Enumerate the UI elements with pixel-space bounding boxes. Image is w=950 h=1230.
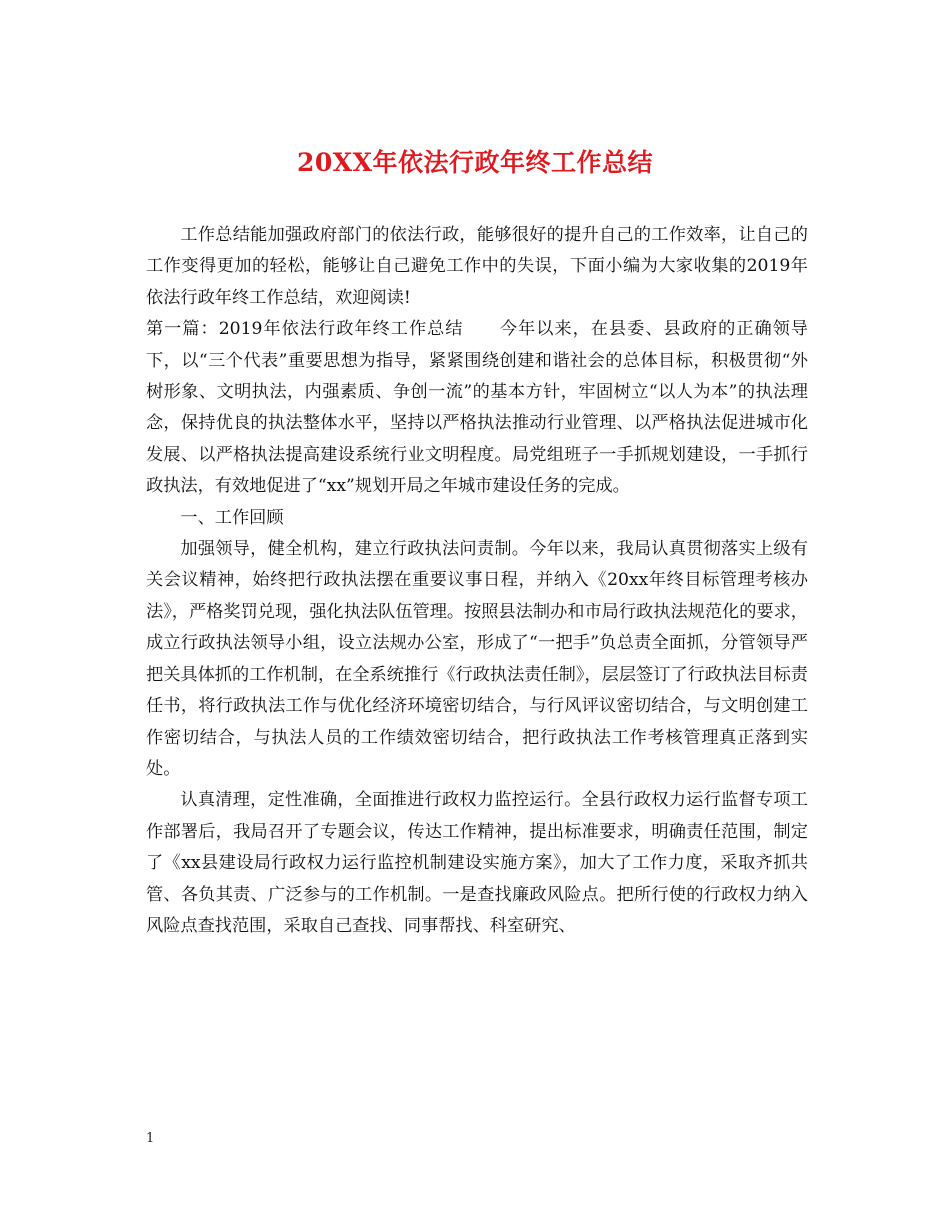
- intro-paragraph: 工作总结能加强政府部门的依法行政，能够很好的提升自己的工作效率，让自己的工作变得更加的轻松，能够让自己避免工作中的失误，下面小编为大家收集的2019年依法行政年终工作总结，欢迎阅读!: [146, 225, 808, 308]
- power-monitoring-paragraph: 认真清理，定性准确，全面推进行政权力监控运行。全县行政权力运行监督专项工作部署后，我局召开了专题会议，传达工作精神，提出标准要求，明确责任范围，制定了《xx县建设局行政权力运行监控机制建设实施方案》，加大了工作力度，采取齐抓共管、各负其责、广泛参与的工作机制。一是查找廉政风险点。把所行使的行政权力纳入风险点查找范围，采取自己查找、同事帮找、科室研究、: [146, 790, 808, 936]
- document-title: 20XX年依法行政年终工作总结: [296, 148, 654, 177]
- document-body: [146, 220, 808, 942]
- page-number: 1: [146, 1131, 155, 1146]
- leadership-paragraph: 加强领导，健全机构，建立行政执法问责制。今年以来，我局认真贯彻落实上级有关会议精神，始终把行政执法摆在重要议事日程，并纳入《20xx年终目标管理考核办法》，严格奖罚兑现，强化执法队伍管理。按照县法制办和市局行政执法规范化的要求，成立行政执法领导小组，设立法规办公室，形成了“一把手”负总责全面抓，分管领导严把关具体抓的工作机制，在全系统推行《行政执法责任制》，层层签订了行政执法目标责任书，将行政执法工作与优化经济环境密切结合，与行风评议密切结合，与文明创建工作密切结合，与执法人员的工作绩效密切结合，把行政执法工作考核管理真正落到实处。: [146, 539, 808, 779]
- chapter-one-paragraph: 第一篇：2019年依法行政年终工作总结 今年以来，在县委、县政府的正确领导下，以“三个代表”重要思想为指导，紧紧围绕创建和谐社会的总体目标，积极贯彻“外树形象、文明执法，内强素质、争创一流”的基本方针，牢固树立“以人为本”的执法理念，保持优良的执法整体水平，坚持以严格执法推动行业管理、以严格执法促进城市化发展、以严格执法提高建设系统行业文明程度。局党组班子一手抓规划建设，一手抓行政执法，有效地促进了“xx”规划开局之年城市建设任务的完成。: [146, 319, 808, 497]
- section-heading-work-review: 一、工作回顾: [180, 507, 284, 528]
